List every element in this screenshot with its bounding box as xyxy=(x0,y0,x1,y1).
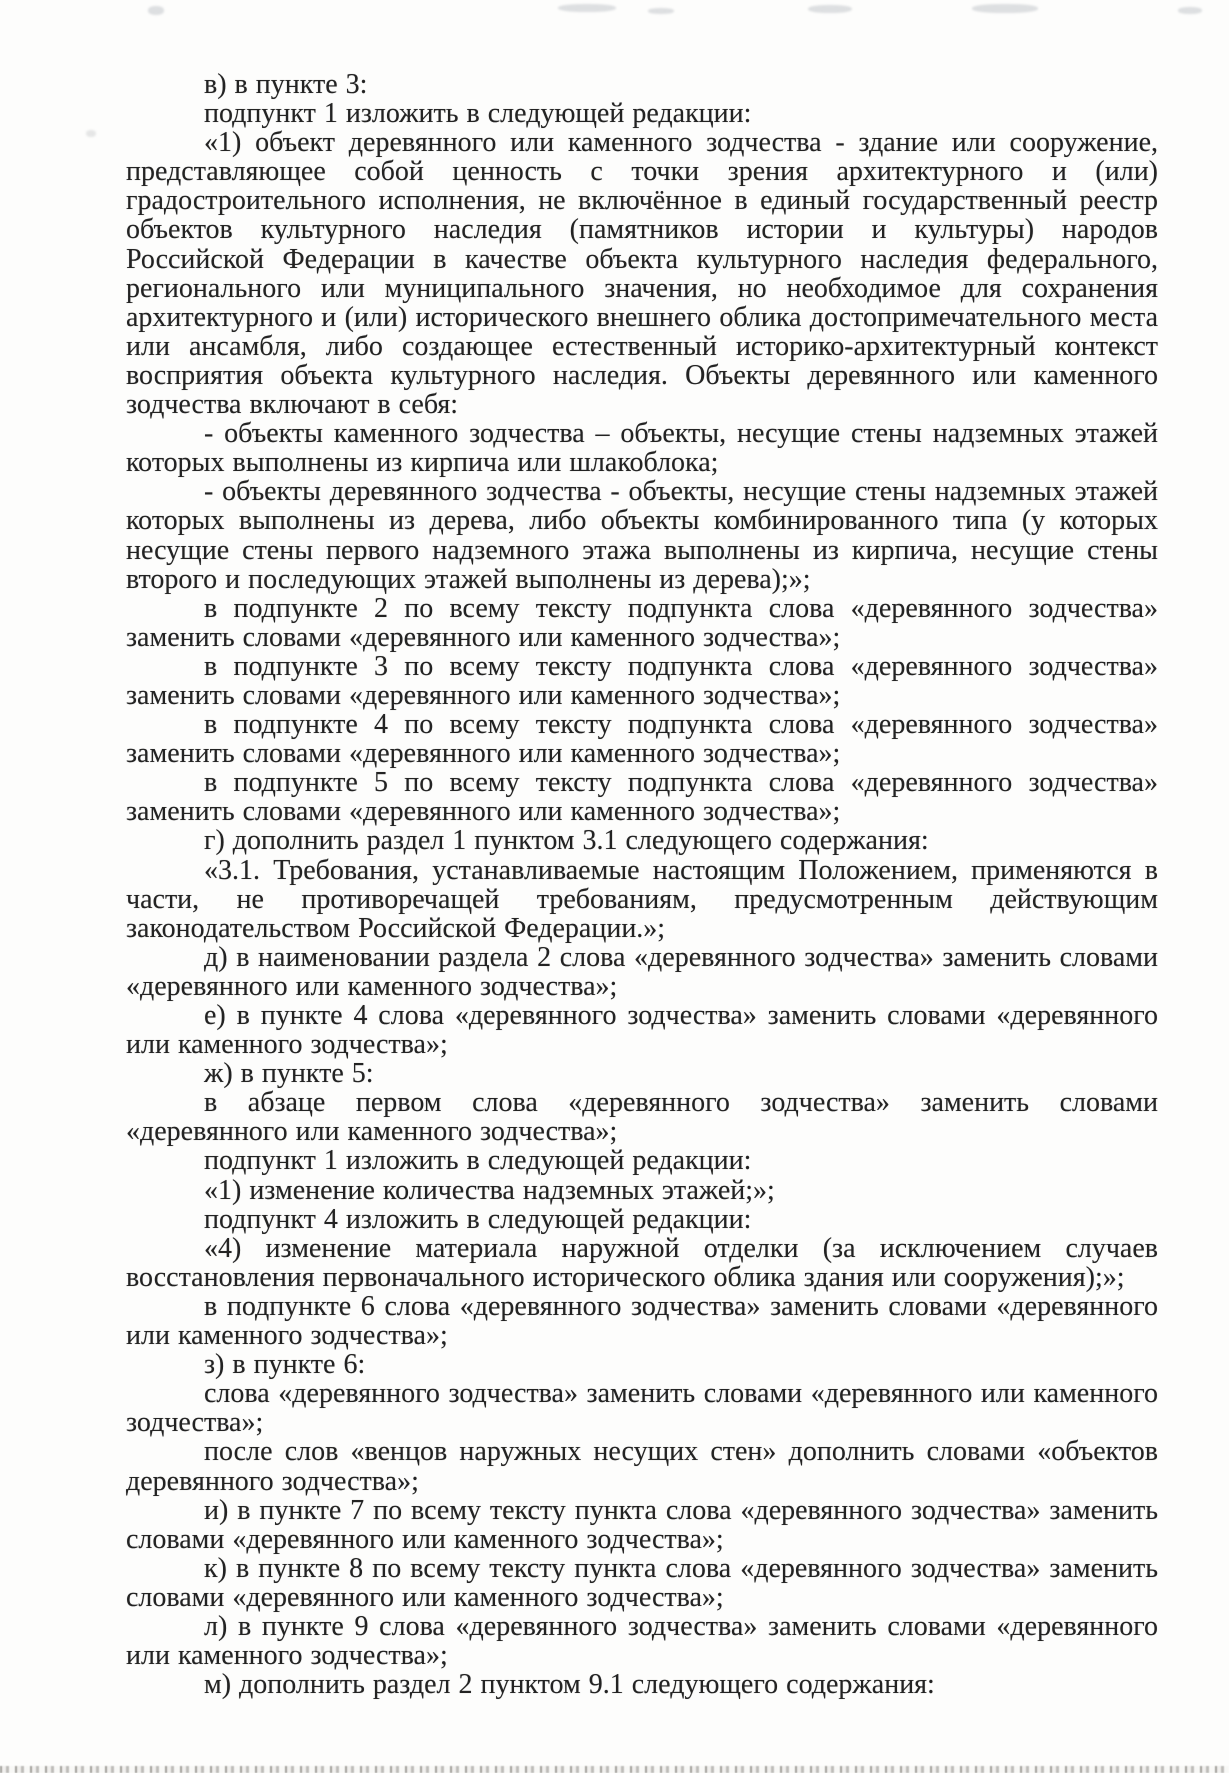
doc-paragraph: после слов «венцов наружных несущих стен» дополнить словами «объектов деревянного зодчества»; xyxy=(126,1436,1158,1497)
doc-paragraph: слова «деревянного зодчества» заменить словами «деревянного или каменного зодчества»; xyxy=(126,1378,1158,1439)
document-text xyxy=(126,70,1158,1699)
scan-artifact xyxy=(86,130,96,137)
doc-paragraph: «4) изменение материала наружной отделки (за исключением случаев восстановления первоначального исторического облика здания или сооружения);»; xyxy=(126,1232,1158,1293)
doc-paragraph: подпункт 1 изложить в следующей редакции: xyxy=(204,98,752,130)
doc-paragraph: «1) изменение количества надземных этажей;»; xyxy=(204,1174,775,1206)
doc-paragraph: в подпункте 6 слова «деревянного зодчества» заменить словами «деревянного или каменного зодчества»; xyxy=(126,1290,1158,1352)
doc-paragraph: подпункт 4 изложить в следующей редакции: xyxy=(204,1203,752,1235)
doc-paragraph: в подпункте 3 по всему тексту подпункта слова «деревянного зодчества» заменить словами «деревянного или каменного зодчества»; xyxy=(126,650,1158,711)
doc-paragraph: к) в пункте 8 по всему тексту пункта слова «деревянного зодчества» заменить словами «деревянного или каменного зодчества»; xyxy=(126,1552,1158,1613)
scan-artifact xyxy=(648,8,674,14)
doc-paragraph: «1) объект деревянного или каменного зодчества - здание или сооружение, представляющее собой ценность с точки зрения архитектурного и (или) градостроительного исполнения, не включённое в единый государственный реестр объектов культурного наследия (памятников истории и культуры) народов Российской Федерации в качестве объекта культурного наследия федерального, регионального или муниципального значения, но необходимое для сохранения архитектурного и (или) исторического внешнего облика достопримечательного места или ансамбля, либо создающее естественный историко-архитектурный контекст восприятия объекта культурного наследия. Объекты деревянного или каменного зодчества включают в себя: xyxy=(126,127,1158,421)
doc-paragraph: м) дополнить раздел 2 пунктом 9.1 следующего содержания: xyxy=(204,1669,935,1701)
scan-artifact xyxy=(1178,7,1202,14)
doc-paragraph: - объекты деревянного зодчества - объекты, несущие стены надземных этажей которых выполнены из дерева, либо объекты комбинированного типа (у которых несущие стены первого надземного этажа выполнены из кирпича, несущие стены второго и последующих этажей выполнены из дерева);»; xyxy=(126,476,1158,595)
doc-paragraph: л) в пункте 9 слова «деревянного зодчества» заменить словами «деревянного или каменного зодчества»; xyxy=(126,1610,1158,1672)
doc-paragraph: в) в пункте 3: xyxy=(204,69,368,100)
doc-paragraph: в подпункте 4 по всему тексту подпункта слова «деревянного зодчества» заменить словами «деревянного или каменного зодчества»; xyxy=(126,709,1158,770)
scan-noise-strip xyxy=(0,1766,1229,1773)
doc-paragraph: в подпункте 5 по всему тексту подпункта слова «деревянного зодчества» заменить словами «деревянного или каменного зодчества»; xyxy=(126,767,1158,828)
scan-artifact xyxy=(808,5,852,13)
doc-paragraph: ж) в пункте 5: xyxy=(204,1058,374,1090)
doc-paragraph: г) дополнить раздел 1 пунктом 3.1 следующего содержания: xyxy=(204,825,929,857)
doc-paragraph: в абзаце первом слова «деревянного зодчества» заменить словами «деревянного или каменного зодчества»; xyxy=(126,1087,1158,1148)
doc-paragraph: и) в пункте 7 по всему тексту пункта слова «деревянного зодчества» заменить словами «деревянного или каменного зодчества»; xyxy=(126,1494,1158,1555)
scan-artifact xyxy=(972,4,1038,13)
scan-artifact xyxy=(558,4,616,12)
doc-paragraph: - объекты каменного зодчества – объекты, несущие стены надземных этажей которых выполнены из кирпича или шлакоблока; xyxy=(126,418,1158,479)
doc-paragraph: в подпункте 2 по всему тексту подпункта слова «деревянного зодчества» заменить словами «деревянного или каменного зодчества»; xyxy=(126,592,1158,653)
doc-paragraph: д) в наименовании раздела 2 слова «деревянного зодчества» заменить словами «деревянного или каменного зодчества»; xyxy=(126,941,1158,1002)
doc-paragraph: е) в пункте 4 слова «деревянного зодчества» заменить словами «деревянного или каменного зодчества»; xyxy=(126,1000,1158,1061)
doc-paragraph: «3.1. Требования, устанавливаемые настоящим Положением, применяются в части, не противоречащей требованиям, предусмотренным действующим законодательством Российской Федерации.»; xyxy=(126,854,1158,944)
doc-paragraph: подпункт 1 изложить в следующей редакции: xyxy=(204,1145,752,1177)
scan-artifact xyxy=(148,6,164,15)
doc-paragraph: з) в пункте 6: xyxy=(204,1349,366,1381)
